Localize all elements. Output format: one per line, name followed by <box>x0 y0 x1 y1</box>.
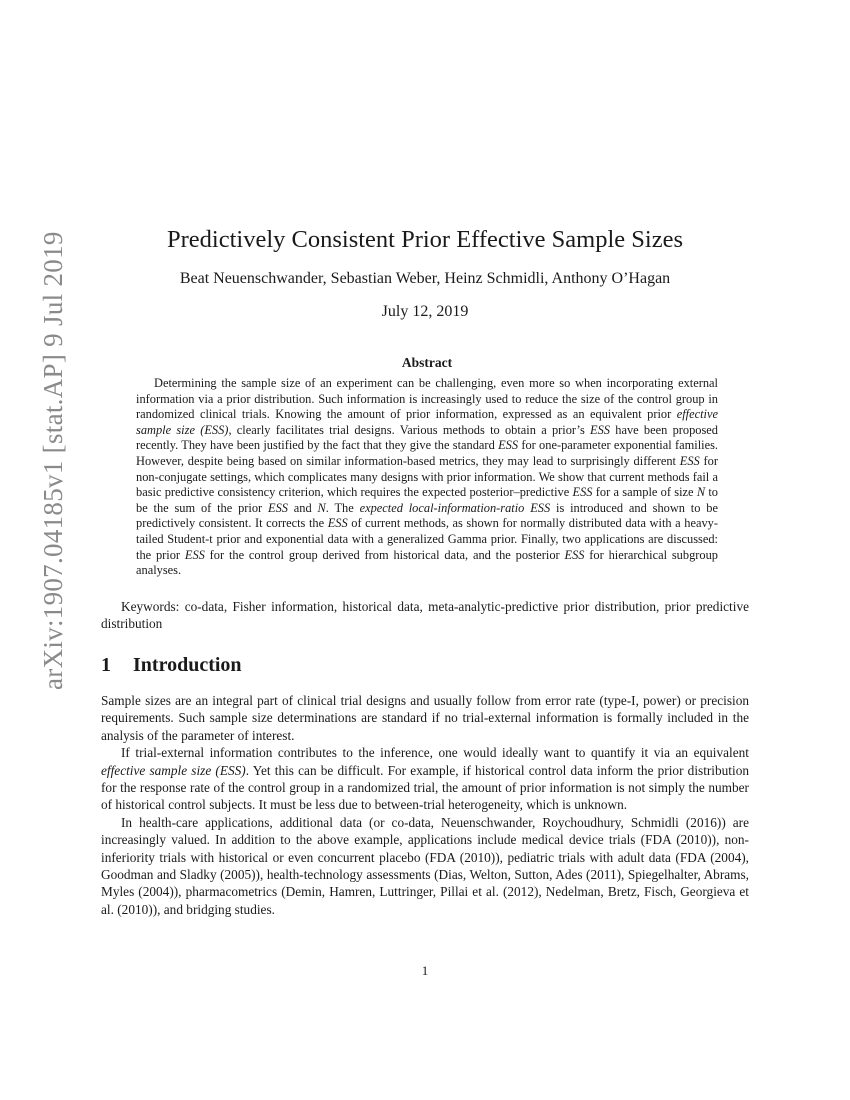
section-title: Introduction <box>133 654 242 676</box>
page-number: 1 <box>421 963 429 978</box>
abstract-text: Determining the sample size of an experiment can be challenging, even more so when incorporating external information via a prior distribution. Such information is increasingly used to reduce the size of the control group in randomized clinical trials. Knowing the amount of prior information, expressed as an equivalent prior effective sample size (ESS), clearly facilitates trial designs. Various methods to obtain a prior’s ESS have been proposed recently. They have been justified by the fact that they give the standard ESS for one-parameter exponential families. However, despite being based on similar information-based metrics, they may lead to surprisingly different ESS for non-conjugate settings, which complicates many designs with prior information. We show that current methods fail a basic predictive consistency criterion, which requires the expected posterior–predictive ESS for a sample of size N to be the sum of the prior ESS and N. The expected local-information-ratio ESS is introduced and shown to be predictively consistent. It corrects the ESS of current methods, as shown for normally distributed data with a heavy-tailed Student-t prior and exponential data with a generalized Gamma prior. Finally, two applications are discussed: the prior ESS for the control group derived from historical data, and the posterior ESS for hierarchical subgroup analyses. <box>136 376 719 578</box>
paragraph-2: If trial-external information contributes to the inference, one would ideally want to quantify it via an equivalent effective sample size (ESS). Yet this can be difficult. For example, if historical control data inform the prior distribution for the response rate of the control group in a randomized trial, the amount of prior information is not simply the number of historical control subjects. It must be less due to between-trial heterogeneity, which is unknown. <box>101 745 749 813</box>
paper-title: Predictively Consistent Prior Effective Sample Sizes <box>167 226 683 253</box>
introduction-body <box>101 692 749 918</box>
arxiv-identifier-stamp: arXiv:1907.04185v1 [stat.AP] 9 Jul 2019 <box>38 231 68 690</box>
author-list: Beat Neuenschwander, Sebastian Weber, Heinz Schmidli, Anthony O’Hagan <box>179 270 671 287</box>
paragraph-3: In health-care applications, additional data (or co-data, Neuenschwander, Roychoudhury, Schmidli (2016)) are increasingly valued. In addition to the above example, applications include medical device trials (FDA (2010)), non-inferiority trials with historical or even concurrent placebo (FDA (2010)), pediatric trials with adult data (FDA (2004), Goodman and Sladky (2005)), health-technology assessments (Dias, Welton, Sutton, Ades (2011), Spiegelhalter, Abrams, Myles (2004)), pharmacometrics (Demin, Hamren, Luttringer, Pillai et al. (2012), Nedelman, Bretz, Fisch, Georgieva et al. (2010)), and bridging studies. <box>101 814 749 917</box>
paragraph-1: Sample sizes are an integral part of clinical trial designs and usually follow from error rate (type-I, power) or precision requirements. Such sample size determinations are standard if no trial-external information is formally included in the analysis of the parameter of interest. <box>101 693 749 743</box>
paper-date: July 12, 2019 <box>381 303 469 320</box>
section-heading-introduction <box>101 654 242 677</box>
abstract-block <box>136 355 718 579</box>
abstract-heading: Abstract <box>401 355 453 370</box>
section-number: 1 <box>101 654 111 676</box>
keywords-line: Keywords: co-data, Fisher information, historical data, meta-analytic-predictive prior distribution, prior predictive distribution <box>101 599 749 632</box>
